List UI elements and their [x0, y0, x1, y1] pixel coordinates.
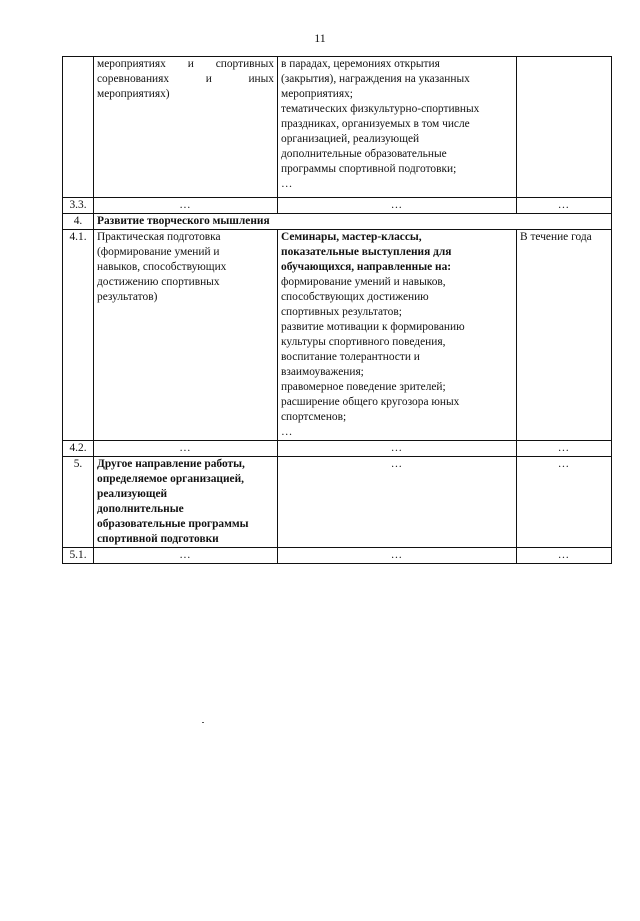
- content-heading-line: показательные выступления для: [281, 246, 452, 258]
- event-cell: …: [94, 548, 278, 564]
- row-number-cell: 4.: [63, 214, 94, 230]
- deadline-cell: …: [517, 457, 612, 548]
- row-number-cell: 5.1.: [63, 548, 94, 564]
- event-line: Практическая подготовка: [97, 231, 221, 243]
- content-line: в парадах, церемониях открытия: [281, 58, 440, 70]
- content-line: правомерное поведение зрителей;: [281, 381, 446, 393]
- content-line: культуры спортивного поведения,: [281, 336, 446, 348]
- event-cell: …: [94, 441, 278, 457]
- content-line: дополнительные образовательные: [281, 148, 447, 160]
- content-line: …: [281, 178, 293, 190]
- event-line: реализующей: [97, 488, 168, 500]
- event-line: соревнованиях и иных: [97, 73, 274, 85]
- events-plan-table: [62, 56, 612, 564]
- content-line: мероприятиях;: [281, 88, 353, 100]
- content-line: развитие мотивации к формированию: [281, 321, 465, 333]
- table-row-4-section: [63, 214, 612, 230]
- event-line: (формирование умений и: [97, 246, 220, 258]
- row-number-cell: 4.2.: [63, 441, 94, 457]
- content-heading-line: Семинары, мастер-классы,: [281, 231, 422, 243]
- content-line: (закрытия), награждения на указанных: [281, 73, 470, 85]
- event-line: определяемое организацией,: [97, 473, 245, 485]
- content-line: организацией, реализующей: [281, 133, 420, 145]
- deadline-cell: В течение года: [517, 230, 612, 441]
- content-line: расширение общего кругозора юных: [281, 396, 460, 408]
- event-cell: [94, 57, 278, 198]
- deadline-cell: [517, 57, 612, 198]
- content-cell: …: [278, 441, 517, 457]
- table-row-4-1: [63, 230, 612, 441]
- event-line: мероприятиях и спортивных: [97, 58, 274, 70]
- table-row-5-section: [63, 457, 612, 548]
- event-line: дополнительные: [97, 503, 184, 515]
- event-cell: …: [94, 198, 278, 214]
- row-number-cell: [63, 57, 94, 198]
- event-line: навыков, способствующих: [97, 261, 227, 273]
- content-line: спортсменов;: [281, 411, 347, 423]
- event-line: мероприятиях): [97, 88, 170, 100]
- section-title: Развитие творческого мышления: [94, 214, 612, 230]
- deadline-cell: …: [517, 441, 612, 457]
- table-row-continued: [63, 57, 612, 198]
- row-number-cell: 4.1.: [63, 230, 94, 441]
- table-row-4-2: [63, 441, 612, 457]
- content-line: способствующих достижению: [281, 291, 429, 303]
- row-number-cell: 3.3.: [63, 198, 94, 214]
- content-cell: …: [278, 548, 517, 564]
- content-line: программы спортивной подготовки;: [281, 163, 457, 175]
- content-line: …: [281, 426, 293, 438]
- content-cell: [278, 230, 517, 441]
- content-cell: …: [278, 457, 517, 548]
- page-number: 11: [314, 31, 326, 45]
- content-line: спортивных результатов;: [281, 306, 402, 318]
- content-line: взаимоуважения;: [281, 366, 364, 378]
- content-line: воспитание толерантности и: [281, 351, 420, 363]
- event-cell: [94, 230, 278, 441]
- content-cell: …: [278, 198, 517, 214]
- content-line: тематических физкультурно-спортивных: [281, 103, 480, 115]
- row-number-cell: 5.: [63, 457, 94, 548]
- content-cell: [278, 57, 517, 198]
- event-line: достижению спортивных: [97, 276, 220, 288]
- event-line: спортивной подготовки: [97, 533, 219, 545]
- event-line: образовательные программы: [97, 518, 249, 530]
- event-line: Другое направление работы,: [97, 458, 245, 470]
- content-line: формирование умений и навыков,: [281, 276, 446, 288]
- deadline-cell: …: [517, 548, 612, 564]
- content-heading-line: обучающихся, направленные на:: [281, 261, 452, 273]
- event-line: результатов): [97, 291, 158, 303]
- scan-speck: [202, 722, 204, 723]
- event-cell: [94, 457, 278, 548]
- deadline-cell: …: [517, 198, 612, 214]
- content-line: праздниках, организуемых в том числе: [281, 118, 470, 130]
- table-row-5-1: [63, 548, 612, 564]
- table-row-3-3: [63, 198, 612, 214]
